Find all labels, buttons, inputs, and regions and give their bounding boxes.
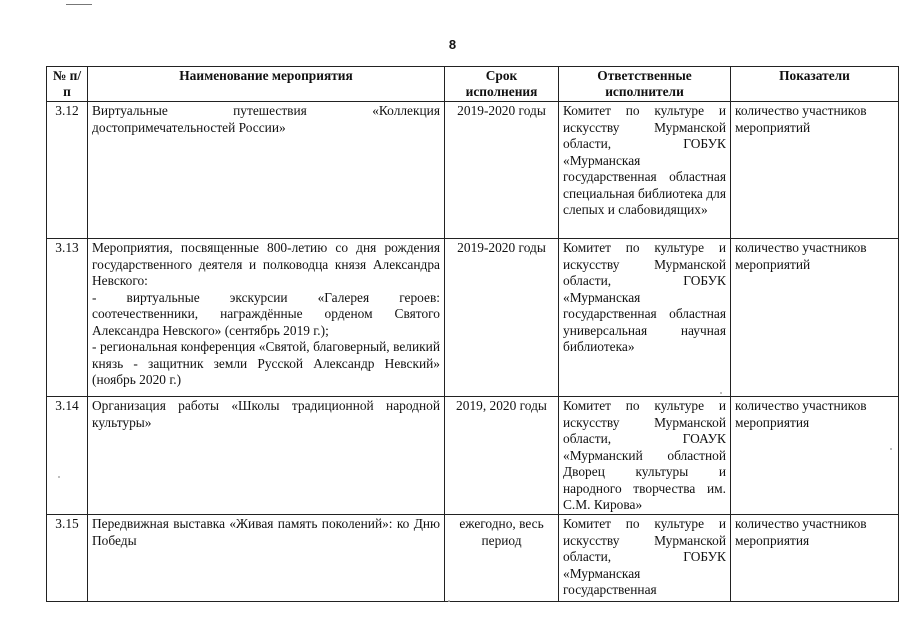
- row-name: [88, 397, 445, 515]
- page-number: 8: [448, 37, 457, 52]
- row-name: [88, 515, 445, 602]
- row-term: 2019-2020 годы: [445, 239, 559, 397]
- row-name-line: Мероприятия, посвященные 800-летию со дня рождения государственного деятеля и полководца князя Александра Невского:: [92, 240, 440, 288]
- scan-speck: [720, 392, 722, 394]
- scan-speck: [890, 448, 892, 450]
- row-num: 3.12: [47, 102, 88, 239]
- row-num: 3.15: [47, 515, 88, 602]
- table-header-row: [47, 67, 899, 102]
- row-term: 2019, 2020 годы: [445, 397, 559, 515]
- table-row: [47, 397, 899, 515]
- header-indicators: Показатели: [731, 67, 899, 102]
- row-name-line: Организация работы «Школы традиционной народной культуры»: [92, 398, 440, 430]
- row-name: [88, 102, 445, 239]
- header-responsible: Ответственные исполнители: [559, 67, 731, 102]
- row-responsible: Комитет по культуре и искусству Мурманской области, ГОБУК «Мурманская государственная областная универсальная научная библиотека»: [559, 239, 731, 397]
- plan-table: [46, 66, 899, 602]
- row-name-line: - виртуальные экскурсии «Галерея героев: соотечественники, награждённые орденом Святого Александра Невского» (сентябрь 2019 г.);: [92, 289, 440, 338]
- table-row: [47, 239, 899, 397]
- row-indicators: количество участников мероприятий: [731, 102, 899, 239]
- row-term: ежегодно, весь период: [445, 515, 559, 602]
- table-row: [47, 515, 899, 602]
- row-num: 3.13: [47, 239, 88, 397]
- scan-mark: [66, 4, 92, 5]
- row-term: 2019-2020 годы: [445, 102, 559, 239]
- row-name-line: - региональная конференция «Святой, благоверный, великий князь - защитник земли Русской Александр Невский» (ноябрь 2020 г.): [92, 339, 440, 387]
- header-term: Срок исполнения: [445, 67, 559, 102]
- row-responsible: Комитет по культуре и искусству Мурманской области, ГОАУК «Мурманский областной Дворец культуры и народного творчества им. С.М. Кирова»: [559, 397, 731, 515]
- row-responsible: Комитет по культуре и искусству Мурманской области, ГОБУК «Мурманская государственная: [559, 515, 731, 602]
- row-responsible: Комитет по культуре и искусству Мурманской области, ГОБУК «Мурманская государственная областная специальная библиотека для слепых и слабовидящих»: [559, 102, 731, 239]
- row-name: [88, 239, 445, 397]
- row-indicators: количество участников мероприятий: [731, 239, 899, 397]
- table-row: [47, 102, 899, 239]
- row-indicators: количество участников мероприятия: [731, 515, 899, 602]
- row-indicators: количество участников мероприятия: [731, 397, 899, 515]
- scan-speck: [448, 600, 450, 602]
- row-name-line: Виртуальные путешествия «Коллекция достопримечательностей России»: [92, 103, 440, 135]
- header-name: Наименование мероприятия: [88, 67, 445, 102]
- row-name-line: Передвижная выставка «Живая память поколений»: ко Дню Победы: [92, 516, 440, 548]
- scan-speck: [58, 476, 60, 478]
- header-num: № п/п: [47, 67, 88, 102]
- row-num: 3.14: [47, 397, 88, 515]
